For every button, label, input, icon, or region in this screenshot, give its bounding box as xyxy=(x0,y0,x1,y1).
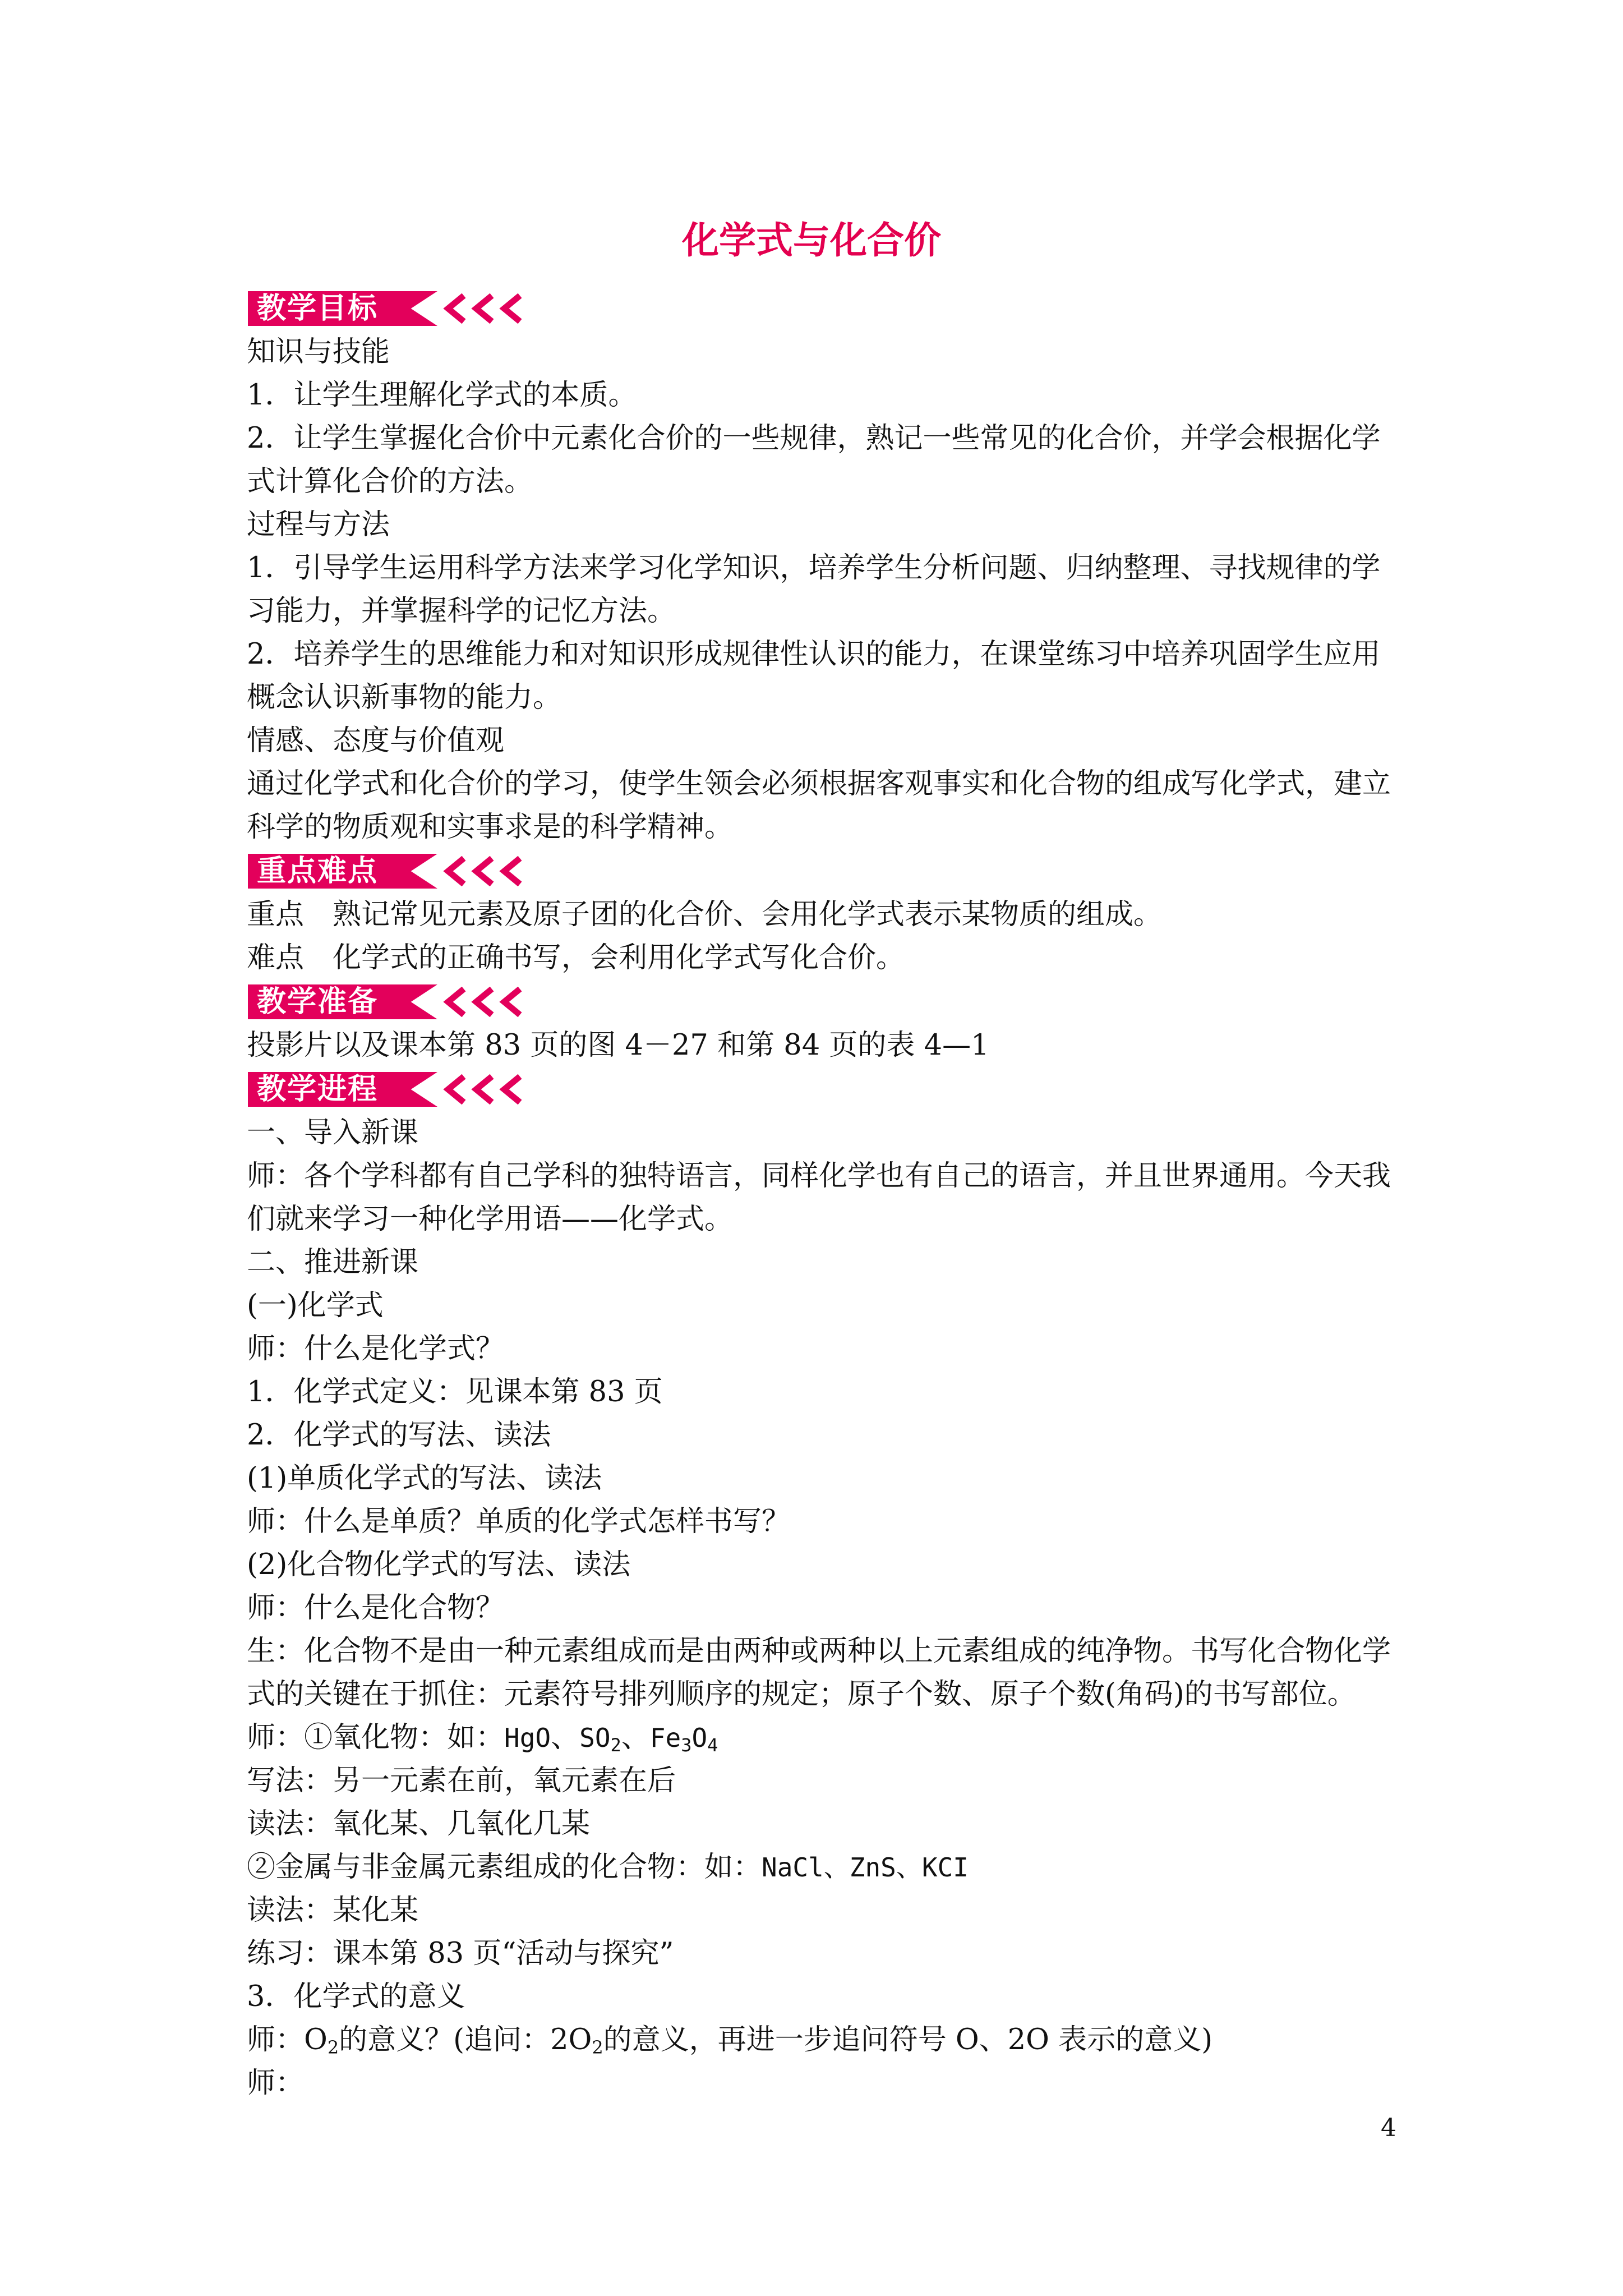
text-line: 难点 化学式的正确书写，会利用化学式写化合价。 xyxy=(247,941,905,974)
chemical-formula: NaCl、ZnS、KCI xyxy=(762,1852,969,1883)
text-line: 1．引导学生运用科学方法来学习化学知识，培养学生分析问题、归纳整理、寻找规律的学 xyxy=(247,551,1381,585)
text-line: 重点 熟记常见元素及原子团的化合价、会用化学式表示某物质的组成。 xyxy=(247,898,1163,931)
text-segment: ②金属与非金属元素组成的化合物：如： xyxy=(247,1851,762,1884)
text-line: 投影片以及课本第 83 页的图 4－27 和第 84 页的表 4—1 xyxy=(247,1029,989,1062)
banner-label: 教学目标 xyxy=(257,292,379,325)
formula-part: Fe xyxy=(649,1723,681,1753)
text-line: 练习：课本第 83 页“活动与探究” xyxy=(247,1937,674,1970)
formula-part: O xyxy=(691,1723,708,1753)
text-line: 们就来学习一种化学用语——化学式。 xyxy=(247,1203,734,1236)
page-title: 化学式与化合价 xyxy=(682,218,941,262)
text-line-salts xyxy=(247,1846,1385,1889)
formula-subscript: 2 xyxy=(610,1734,621,1756)
text-line: 通过化学式和化合价的学习，使学生领会必须根据客观事实和化合物的组成写化学式，建立 xyxy=(247,767,1391,800)
chemical-formula xyxy=(579,1723,621,1756)
subheading: 过程与方法 xyxy=(247,508,390,541)
text-line: 科学的物质观和实事求是的科学精神。 xyxy=(247,811,734,844)
chevron-left-icon xyxy=(440,1074,552,1105)
banner-label: 重点难点 xyxy=(257,854,379,888)
text-segment: 的意义，再进一步追问符号 O、2O 表示的意义) xyxy=(603,2023,1213,2056)
text-line-oxides xyxy=(247,1716,1385,1759)
text-line: 2．培养学生的思维能力和对知识形成规律性认识的能力，在课堂练习中培养巩固学生应用 xyxy=(247,638,1381,671)
text-line: 概念认识新事物的能力。 xyxy=(247,681,562,714)
text-line: 二、推进新课 xyxy=(247,1246,419,1279)
text-line: 师：什么是化学式？ xyxy=(247,1332,505,1365)
subheading: 情感、态度与价值观 xyxy=(247,724,505,757)
formula-subscript: 4 xyxy=(707,1734,718,1756)
text-line: 写法：另一元素在前，氧元素在后 xyxy=(247,1764,676,1797)
text-line: 读法：某化某 xyxy=(247,1894,419,1927)
text-line: (一)化学式 xyxy=(247,1289,384,1322)
banner-label: 教学进程 xyxy=(257,1073,379,1106)
text-line: 生：化合物不是由一种元素组成而是由两种或两种以上元素组成的纯净物。书写化合物化学 xyxy=(247,1635,1391,1668)
section-banner-process xyxy=(247,1067,1385,1111)
text-line: 习能力，并掌握科学的记忆方法。 xyxy=(247,595,676,628)
chevron-left-icon xyxy=(440,987,552,1017)
subheading: 知识与技能 xyxy=(247,335,390,369)
section-banner-goals xyxy=(247,286,1385,330)
text-line: 师：各个学科都有自己学科的独特语言，同样化学也有自己的语言，并且世界通用。今天我 xyxy=(247,1159,1391,1193)
separator: 、 xyxy=(551,1721,580,1754)
text-line: (1)单质化学式的写法、读法 xyxy=(247,1462,602,1495)
text-segment: 师：O xyxy=(247,2023,328,2056)
text-line: 师： xyxy=(247,2067,305,2100)
separator: 、 xyxy=(621,1721,650,1754)
text-line: 师：什么是单质？单质的化学式怎样书写？ xyxy=(247,1505,791,1538)
text-line: 式计算化合价的方法。 xyxy=(247,465,533,498)
section-banner-key xyxy=(247,849,1385,893)
text-line: (2)化合物化学式的写法、读法 xyxy=(247,1548,631,1581)
text-line-oxygen-meaning xyxy=(247,2018,1385,2062)
banner-label: 教学准备 xyxy=(257,985,379,1019)
chevron-left-icon xyxy=(440,856,552,886)
page-number: 4 xyxy=(1381,2114,1396,2142)
text-line: 1．让学生理解化学式的本质。 xyxy=(247,379,637,412)
text-line: 2．让学生掌握化合价中元素化合价的一些规律，熟记一些常见的化合价，并学会根据化学 xyxy=(247,422,1381,455)
chevron-left-icon xyxy=(440,293,552,324)
text-segment: 的意义？(追问：2O xyxy=(339,2023,592,2056)
text-line: 1．化学式定义：见课本第 83 页 xyxy=(247,1375,663,1409)
text-line: 师：什么是化合物？ xyxy=(247,1591,505,1625)
text-line: 读法：氧化某、几氧化几某 xyxy=(247,1807,591,1841)
text-segment: 师：①氧化物：如： xyxy=(247,1721,505,1754)
text-line: 3．化学式的意义 xyxy=(247,1980,465,2013)
chemical-formula: HgO xyxy=(504,1723,551,1753)
document-body xyxy=(247,286,1391,2105)
formula-subscript: 2 xyxy=(327,2037,339,2058)
text-line: 2．化学式的写法、读法 xyxy=(247,1419,551,1452)
formula-part: SO xyxy=(579,1723,611,1753)
chemical-formula xyxy=(649,1723,718,1756)
text-line: 式的关键在于抓住：元素符号排列顺序的规定；原子个数、原子个数(角码)的书写部位。 xyxy=(247,1678,1356,1711)
formula-subscript: 3 xyxy=(681,1734,692,1756)
text-line: 一、导入新课 xyxy=(247,1116,419,1149)
formula-subscript: 2 xyxy=(592,2037,603,2058)
section-banner-prep xyxy=(247,979,1385,1024)
